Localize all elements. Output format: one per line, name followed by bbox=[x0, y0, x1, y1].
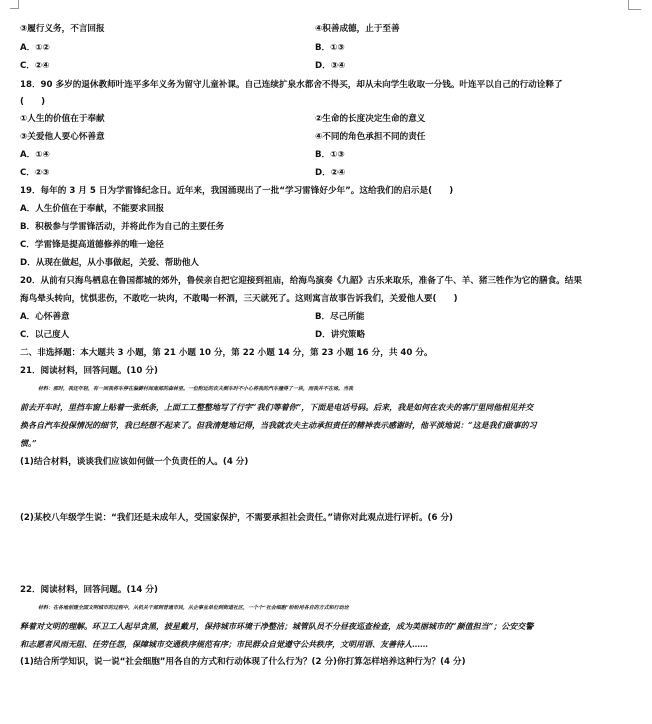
q19-stem: 19．每年的 3 月 5 日为学雷锋纪念日。近年来，我国涌现出了一批“学习雷锋好少年”。这给我们的启示是( ) bbox=[20, 186, 454, 196]
q18-item2: ②生命的长度决定生命的意义 bbox=[315, 114, 426, 124]
q21-question2: (2)某校八年级学生说：“我们还是未成年人，受国家保护，不需要承担社会责任。”请你对此观点进行评析。(6 分) bbox=[20, 513, 453, 523]
q21-material-line2: 前去开车时，里挡车窗上贴着一张纸条，上面工工整整地写了行字“我们等着你”，下面是电话号码。后来，我是如何在农夫的客厅里同他相见并交 bbox=[20, 402, 534, 412]
q19-option-d: D．从现在做起，从小事做起，关爱、帮助他人 bbox=[20, 258, 200, 268]
crop-mark-left bbox=[10, 0, 19, 9]
q19-option-c: C．学雷锋是提高道德修养的唯一途径 bbox=[20, 240, 164, 250]
q18-option-d: D．②④ bbox=[315, 168, 346, 178]
q18-item1: ①人生的价值在于奉献 bbox=[20, 114, 105, 124]
q20-stem-line1: 20．从前有只海鸟栖息在鲁国都城的郊外，鲁侯亲自把它迎接到祖庙，给海鸟演奏《九韶》古乐来取乐，准备了牛、羊、猪三牲作为它的膳食。结果 bbox=[20, 276, 582, 286]
q20-option-b: B．尽己所能 bbox=[315, 312, 365, 322]
q21-material-line1: 材料：那时，我还年轻，有一回我将车停在偏僻村间南部的森林里。一位附近的农夫倒车时不小心将我的汽车撞得了一块，而我并不在场。当我 bbox=[38, 386, 354, 392]
q22-material-line2: 释着对文明的理解。环卫工人起早贪黑，披星戴月，保持城市环境干净整洁；城管队员不分昼夜巡查检查，成为美丽城市的“颜值担当”；公安交警 bbox=[20, 621, 534, 631]
q18-item4: ④不同的角色承担不同的责任 bbox=[315, 132, 426, 142]
q22-title: 22．阅读材料，回答问题。(14 分) bbox=[20, 585, 158, 595]
q19-option-b: B．积极参与学雷锋活动，并将此作为自己的主要任务 bbox=[20, 222, 225, 232]
q17-option-b: B．①③ bbox=[315, 43, 345, 53]
q18-stem-line2: ( ) bbox=[20, 97, 46, 107]
q22-material-line3: 和志愿者风雨无阻、任劳任怨，保障城市交通秩序规范有序；市民群众自觉遵守公共秩序，文明用语、友善待人…… bbox=[20, 639, 428, 649]
q17-item3: ③履行义务，不言回报 bbox=[20, 24, 105, 34]
crop-mark-right bbox=[628, 0, 641, 10]
q18-option-b: B．①③ bbox=[315, 150, 345, 160]
q17-option-d: D．③④ bbox=[315, 61, 346, 71]
q21-material-line3: 换各自汽车投保情况的细节，我已经想不起来了。但我清楚地记得，当我就农夫主动承担责任的精神表示感谢时，他平淡地说：“这是我们做事的习 bbox=[20, 420, 537, 430]
q22-material-line1: 材料：在各地创建全国文明城市的过程中，从机关干部到普通市民，从企事业单位到街道社区，一个个“社会细胞”纷纷用各自的方式和行动诠 bbox=[38, 605, 349, 611]
q17-item4: ④积善成德，止于至善 bbox=[315, 24, 400, 34]
q17-option-c: C．②④ bbox=[20, 61, 50, 71]
q17-option-a: A．①② bbox=[20, 43, 50, 53]
q18-item3: ③关爱他人要心怀善意 bbox=[20, 132, 105, 142]
q18-option-c: C．②③ bbox=[20, 168, 50, 178]
q20-stem-line2: 海鸟晕头转向，忧惧悲伤，不敢吃一块肉，不敢喝一杯酒，三天就死了。这则寓言故事告诉我们，关爱他人要( ) bbox=[20, 294, 458, 304]
q20-option-a: A．心怀善意 bbox=[20, 312, 70, 322]
q22-question1: (1)结合所学知识，说一说“社会细胞”用各自的方式和行动体现了什么行为？(2 分)你打算怎样培养这种行为？(4 分) bbox=[20, 657, 466, 667]
q18-stem-line1: 18．90 多岁的退休教师叶连平多年义务为留守儿童补课。自己连续扩泉水都舍不得买，却从未向学生收取一分钱。叶连平以自己的行动诠释了 bbox=[20, 80, 563, 90]
q21-question1: (1)结合材料，谈谈我们应该如何做一个负责任的人。(4 分) bbox=[20, 457, 249, 467]
q20-option-c: C．以己度人 bbox=[20, 330, 70, 340]
q21-material-line4: 惯。” bbox=[20, 438, 37, 448]
q21-title: 21．阅读材料，回答问题。(10 分) bbox=[20, 366, 158, 376]
section2-heading: 二、非选择题：本大题共 3 小题，第 21 小题 10 分，第 22 小题 14 分，第 23 小题 16 分，共 40 分。 bbox=[20, 348, 433, 358]
q19-option-a: A．人生价值在于奉献，不能要求回报 bbox=[20, 204, 165, 214]
q20-option-d: D．讲究策略 bbox=[315, 330, 366, 340]
q18-option-a: A．①④ bbox=[20, 150, 50, 160]
